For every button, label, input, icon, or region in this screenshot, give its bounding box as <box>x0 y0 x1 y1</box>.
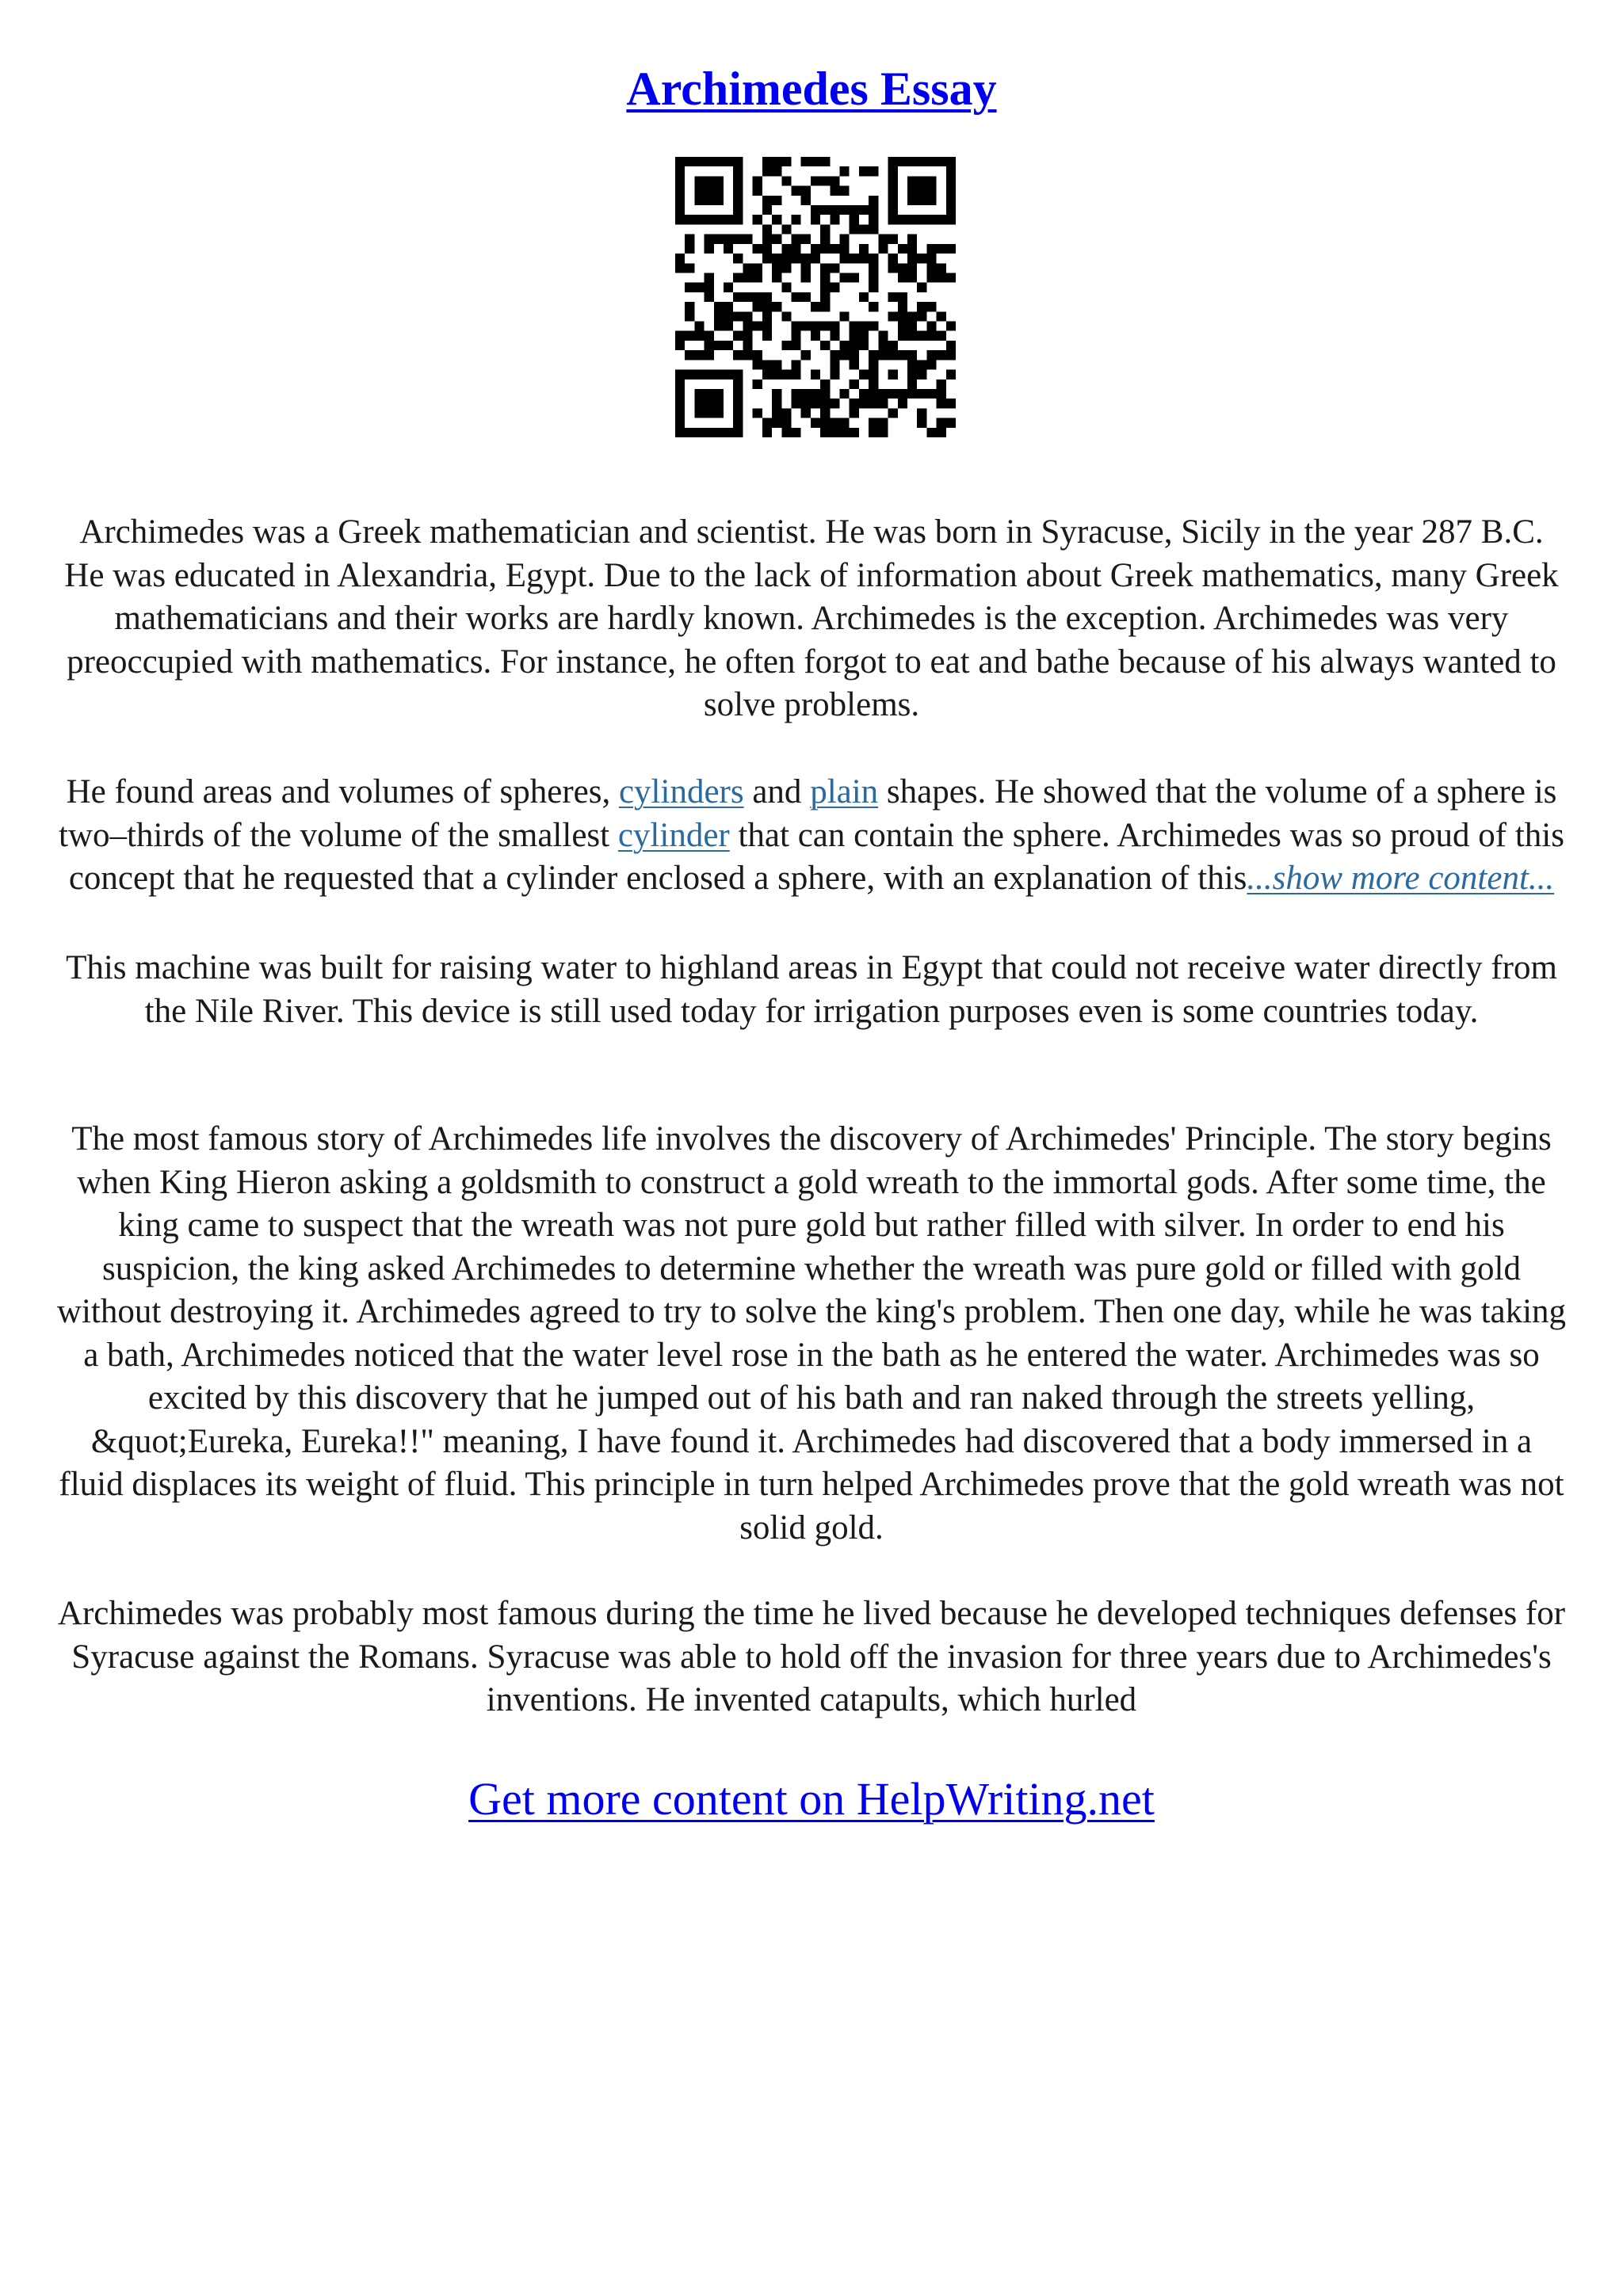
paragraph-eureka: The most famous story of Archimedes life involves the discovery of Archimedes' Principle. The story begins when King Hieron asking a goldsmith to construct a gold wreath to the immortal gods. After some time, the king came to suspect that the wreath was not pure gold but rather filled with silver. In order to end his suspicion, the king asked Archimedes to determine whether the wreath was pure gold or filled with gold without destroying it. Archimedes agreed to try to solve the king's problem. Then one day, while he was taking a bath, Archimedes noticed that the water level rose in the bath as he entered the water. Archimedes was so excited by this discovery that he jumped out of his bath and ran naked through the streets yelling, &quot;Eureka, Eureka!!" meaning, I have found it. Archimedes had discovered that a body immersed in a fluid displaces its weight of fluid. This principle in turn helped Archimedes prove that the gold wreath was not solid gold. <box>56 1120 1567 1547</box>
cta-footer <box>0 1772 1623 1827</box>
paragraph-text: shapes. He showed that the volume of a sphere is two–thirds of the volume of the smallest <box>59 773 1557 854</box>
paragraph-text: that can contain the sphere. Archimedes was so proud of this concept that he requested that a cylinder enclosed a sphere, with an explanation of this <box>68 816 1564 897</box>
paragraph-machine: This machine was built for raising water to highland areas in Egypt that could not receive water directly from the Nile River. This device is still used today for irrigation purposes even is some countries today. <box>66 949 1557 1030</box>
title-link[interactable]: Archimedes Essay <box>626 63 997 115</box>
link-plain[interactable]: plain <box>810 773 879 810</box>
paragraph-defenses: Archimedes was probably most famous during the time he lived because he developed techniques defenses for Syracuse against the Romans. Syracuse was able to hold off the invasion for three years due to Archimedes's inventions. He invented catapults, which hurled <box>57 1595 1566 1718</box>
paragraph-areas-volumes <box>55 771 1568 901</box>
qr-code-icon <box>675 157 956 437</box>
paragraph-text: and <box>743 773 811 810</box>
get-more-content-link[interactable]: Get more content on HelpWriting.net <box>468 1773 1155 1825</box>
paragraph-text: He found areas and volumes of spheres, <box>66 773 619 810</box>
link-cylinders[interactable]: cylinders <box>618 773 744 810</box>
link-cylinder[interactable]: cylinder <box>617 816 730 854</box>
page-title <box>0 57 1623 120</box>
paragraph-intro: Archimedes was a Greek mathematician and scientist. He was born in Syracuse, Sicily in the year 287 B.C. He was educated in Alexandria, Egypt. Due to the lack of information about Greek mathematics, many Greek mathematicians and their works are hardly known. Archimedes is the exception. Archimedes was very preoccupied with mathematics. For instance, he often forgot to eat and bathe because of his always wanted to solve problems. <box>64 513 1559 723</box>
show-more-link[interactable]: ...show more content... <box>1247 860 1555 897</box>
qr-code-graphic <box>675 157 956 437</box>
